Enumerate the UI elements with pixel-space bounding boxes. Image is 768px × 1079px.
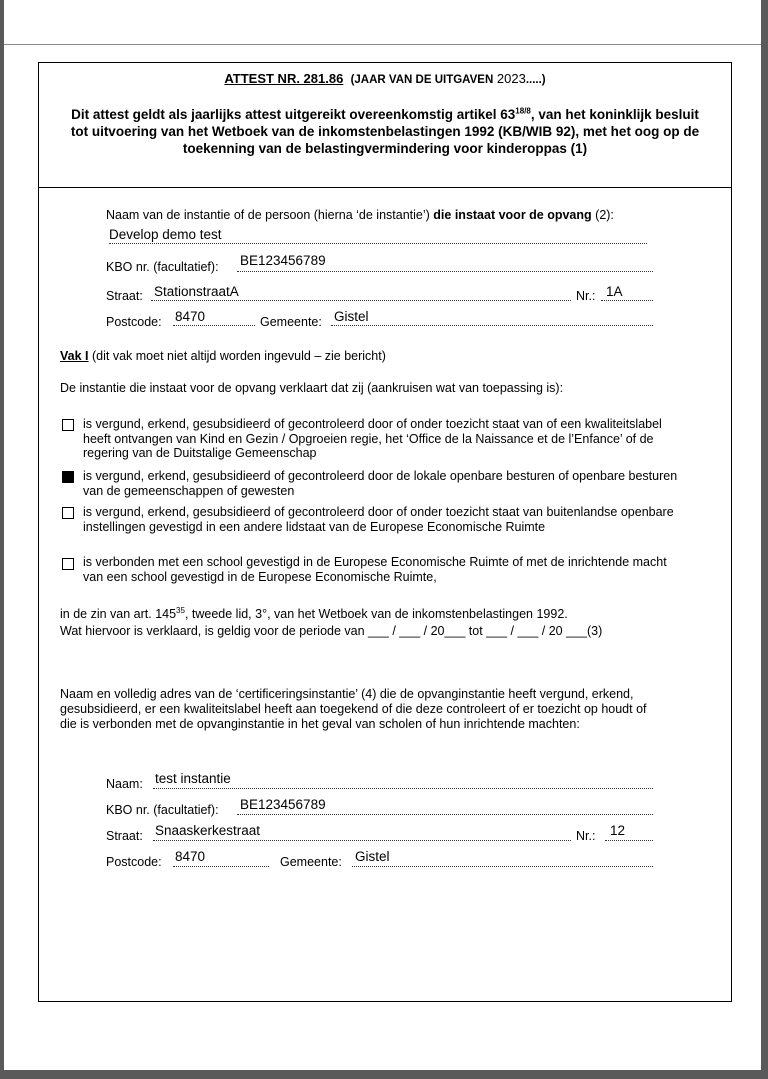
cert-nr-field[interactable]: 12 bbox=[610, 823, 626, 838]
name-label-start: Naam van de instantie of de persoon (hierna ‘de instantie’) bbox=[106, 208, 430, 222]
viewer-top-bar bbox=[4, 0, 761, 45]
institution-gemeente-dots bbox=[331, 325, 653, 326]
name-label-end: (2): bbox=[595, 208, 614, 222]
institution-gemeente-field[interactable]: Gistel bbox=[334, 309, 369, 324]
institution-street-field[interactable]: StationstraatA bbox=[154, 284, 239, 299]
intro-part2: , van het koninklijk besluit tot uitvoering van het Wetboek van de inkomstenbelastingen 1992 (KB/WIB 92), met het oog op de toekenning van de belastingvermindering voor kinderoppas (1) bbox=[70, 107, 700, 156]
cert-nr-label: Nr.: bbox=[576, 829, 596, 843]
cert-postcode-label: Postcode: bbox=[106, 855, 162, 869]
cert-kbo-dots bbox=[237, 814, 653, 815]
institution-name-dots bbox=[109, 243, 647, 244]
vak1-declaration: De instantie die instaat voor de opvang verklaart dat zij (aankruisen wat van toepassing is): bbox=[60, 381, 564, 395]
cert-kbo-field[interactable]: BE123456789 bbox=[240, 797, 326, 812]
cert-gemeente-label: Gemeente: bbox=[280, 855, 342, 869]
institution-postcode-label: Postcode: bbox=[106, 315, 162, 329]
form-intro bbox=[61, 106, 709, 157]
art-sup: 35 bbox=[176, 605, 185, 615]
institution-name-field[interactable]: Develop demo test bbox=[109, 227, 222, 242]
cert-gemeente-dots bbox=[352, 866, 653, 867]
vak1-heading-title: Vak I bbox=[60, 349, 89, 363]
cert-postcode-dots bbox=[173, 866, 269, 867]
title-year-label: (JAAR VAN DE UITGAVEN bbox=[350, 74, 494, 86]
certification-intro: Naam en volledig adres van de ‘certificeringsinstantie’ (4) die de opvanginstantie heeft vergund, erkend, gesubsidieerd, er een kwaliteitslabel heeft aan toegekend of die deze controleert of er toezicht op houdt of die is verbonden met de opvanginstantie in het geval van scholen of hun inrichtende machten: bbox=[60, 687, 647, 731]
attest-form-frame bbox=[38, 62, 732, 1002]
vak1-heading bbox=[60, 349, 386, 364]
cert-street-label: Straat: bbox=[106, 829, 143, 843]
title-main: ATTEST NR. 281.86 bbox=[224, 71, 344, 86]
institution-gemeente-label: Gemeente: bbox=[260, 315, 322, 329]
option-3-text: is vergund, erkend, gesubsidieerd of gecontroleerd door of onder toezicht staat van buitenlandse openbare instellingen gevestigd in een andere lidstaat van de Europese Economische Ruimte bbox=[83, 505, 674, 534]
cert-kbo-label: KBO nr. (facultatief): bbox=[106, 803, 219, 817]
institution-kbo-field[interactable]: BE123456789 bbox=[240, 253, 326, 268]
cert-name-label: Naam: bbox=[106, 777, 143, 791]
institution-nr-label: Nr.: bbox=[576, 289, 596, 303]
institution-nr-dots bbox=[601, 300, 653, 301]
option-4-text: is verbonden met een school gevestigd in de Europese Economische Ruimte of met de inrichtende macht van een school gevestigd in de Europese Economische Ruimte, bbox=[83, 555, 667, 584]
institution-postcode-dots bbox=[173, 325, 255, 326]
institution-kbo-label: KBO nr. (facultatief): bbox=[106, 260, 219, 274]
form-header bbox=[39, 63, 731, 188]
option-4-checkbox[interactable] bbox=[62, 558, 74, 570]
institution-street-label: Straat: bbox=[106, 289, 143, 303]
art-part1: in de zin van art. 145 bbox=[60, 607, 177, 621]
cert-street-dots bbox=[153, 840, 571, 841]
title-year-end: .....) bbox=[525, 74, 546, 86]
title-year-value[interactable]: 2023 bbox=[496, 71, 526, 86]
institution-name-label bbox=[106, 208, 614, 223]
form-title bbox=[39, 71, 731, 86]
document-page bbox=[4, 0, 761, 1070]
cert-name-field[interactable]: test instantie bbox=[155, 771, 231, 786]
option-1-text: is vergund, erkend, gesubsidieerd of gecontroleerd door of onder toezicht staat van of een kwaliteitslabel heeft ontvangen van Kind en Gezin / Opgroeien regie, het ‘Office de la Naissance et de l’Enfance’ of de regering van de Duitstalige Gemeenschap bbox=[83, 417, 662, 460]
cert-gemeente-field[interactable]: Gistel bbox=[355, 849, 390, 864]
cert-postcode-field[interactable]: 8470 bbox=[175, 849, 206, 864]
institution-postcode-field[interactable]: 8470 bbox=[175, 309, 206, 324]
intro-sup: 18/8 bbox=[515, 106, 531, 116]
article-reference bbox=[60, 607, 568, 622]
art-part2: , tweede lid, 3°, van het Wetboek van de inkomstenbelastingen 1992. bbox=[184, 607, 568, 621]
option-2-text: is vergund, erkend, gesubsidieerd of gecontroleerd door de lokale openbare besturen of openbare besturen van de gemeenschappen of gewesten bbox=[83, 469, 678, 498]
validity-period: Wat hiervoor is verklaard, is geldig voor de periode van ___ / ___ / 20___ tot ___ / ___ / 20 ___(3) bbox=[60, 624, 603, 638]
cert-name-dots bbox=[153, 788, 653, 789]
institution-nr-field[interactable]: 1A bbox=[606, 284, 623, 299]
institution-kbo-dots bbox=[237, 271, 653, 272]
option-2-checkbox[interactable] bbox=[62, 471, 74, 483]
cert-street-field[interactable]: Snaaskerkestraat bbox=[155, 823, 261, 838]
intro-part1: Dit attest geldt als jaarlijks attest uitgereikt overeenkomstig artikel 63 bbox=[71, 107, 516, 122]
institution-street-dots bbox=[151, 300, 571, 301]
name-label-bold: die instaat voor de opvang bbox=[433, 208, 592, 222]
option-1-checkbox[interactable] bbox=[62, 419, 74, 431]
option-3-checkbox[interactable] bbox=[62, 507, 74, 519]
vak1-heading-note: (dit vak moet niet altijd worden ingevuld – zie bericht) bbox=[91, 349, 386, 363]
cert-nr-dots bbox=[605, 840, 653, 841]
